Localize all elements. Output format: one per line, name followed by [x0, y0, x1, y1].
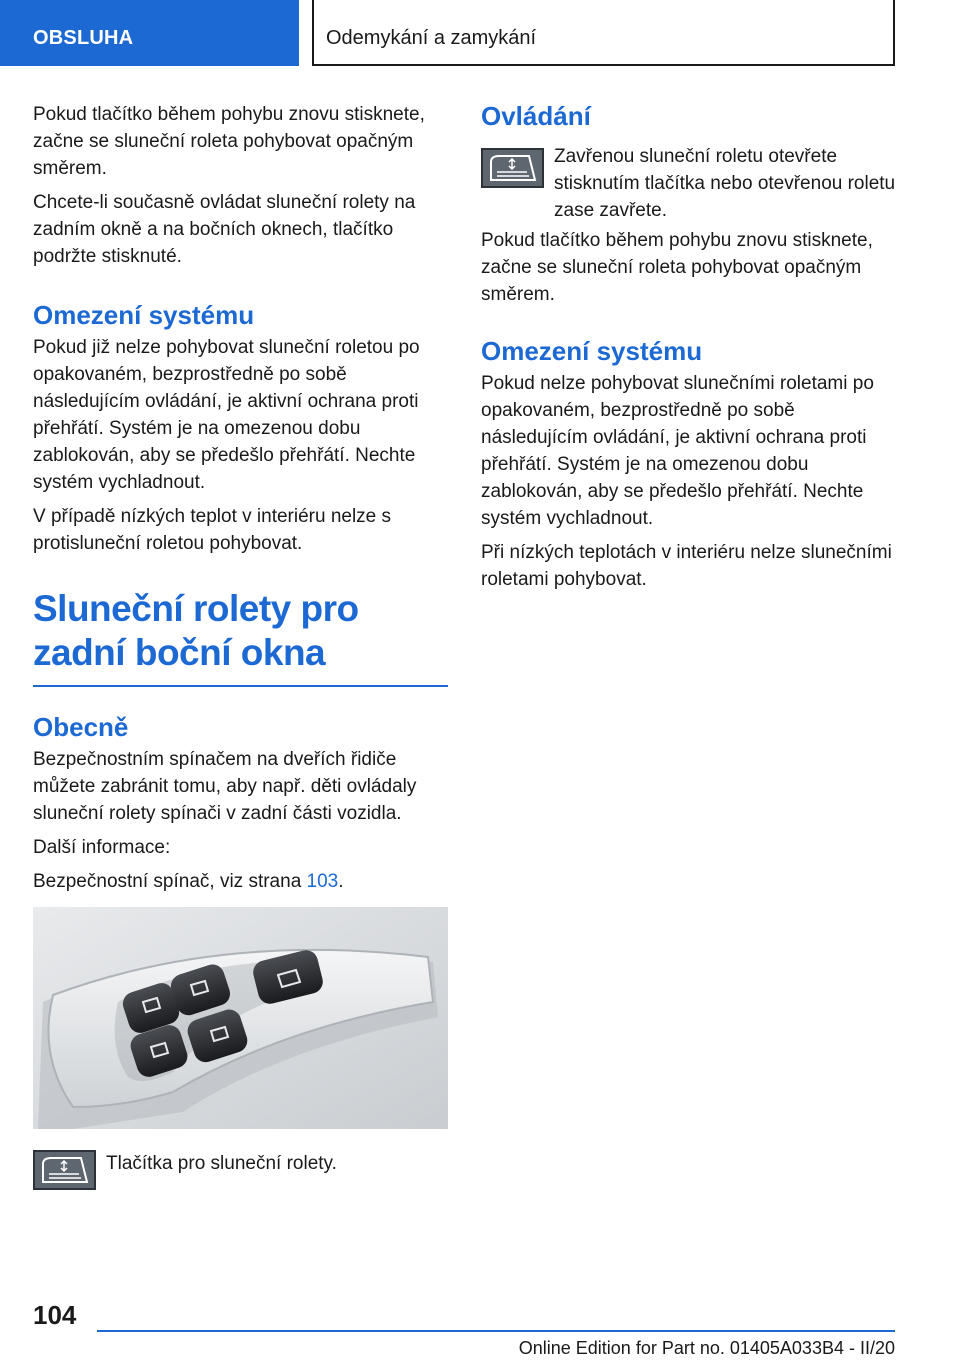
- paragraph-text: Zavřenou sluneční roletu otevřete stisknutím tlačítka nebo otevřenou roletu zase zavřete.: [554, 146, 896, 221]
- paragraph: Bezpečnostním spínačem na dveřích řidiče můžete zabránit tomu, aby např. děti ovládaly sluneční rolety spínači v zadní části vozidla.: [33, 749, 417, 824]
- paragraph: Pokud tlačítko během pohybu znovu stisknete, začne se sluneční roleta pohybovat opačným směrem.: [33, 104, 425, 179]
- main-heading: Sluneční rolety pro zadní boční okna: [33, 588, 359, 673]
- section-heading-limits: Omezení systému: [33, 300, 255, 330]
- switch-panel-photo: [33, 907, 448, 1129]
- section-title: OBSLUHA: [33, 27, 134, 49]
- paragraph-indented: [554, 143, 896, 224]
- switch-panel-illustration: [33, 907, 448, 1129]
- paragraph: V případě nízkých teplot v interiéru nelze s protisluneční roletou pohybovat.: [33, 506, 392, 554]
- section-tab: [0, 0, 299, 66]
- image-caption: Tlačítka pro sluneční rolety.: [106, 1153, 337, 1174]
- chapter-title: Odemykání a zamykání: [326, 27, 537, 49]
- chapter-header: [312, 0, 895, 66]
- footer-rule: [97, 1330, 895, 1332]
- paragraph-end: .: [338, 871, 344, 892]
- section-heading-limits-right: Omezení systému: [481, 336, 703, 366]
- left-column: [33, 101, 448, 953]
- paragraph: Pokud nelze pohybovat slunečními roletami po opakovaném, bezprostředně po sobě následujícím ovládání, je aktivní ochrana proti přehřátí. Systém je na omezenou dobu zablokován, aby se předešlo přehřátí. Nechte systém vychladnout.: [481, 373, 874, 529]
- paragraph-text: Bezpečnostní spínač, viz strana: [33, 871, 307, 892]
- paragraph: Při nízkých teplotách v interiéru nelze slunečními roletami pohybovat.: [481, 542, 892, 590]
- page-number: 104: [33, 1300, 77, 1330]
- paragraph: Pokud již nelze pohybovat sluneční roletou po opakovaném, bezprostředně po sobě následujícím ovládání, je aktivní ochrana proti přehřátí. Systém je na omezenou dobu zablokován, aby se předešlo přehřátí. Nechte systém vychladnout.: [33, 337, 420, 493]
- paragraph: Další informace:: [33, 837, 171, 858]
- section-heading-control: Ovládání: [481, 101, 591, 131]
- heading-rule: [33, 685, 448, 687]
- edition-text: Online Edition for Part no. 01405A033B4 - II/20: [518, 1338, 895, 1358]
- sunblind-button-icon: [33, 1150, 96, 1190]
- paragraph: Pokud tlačítko během pohybu znovu stisknete, začne se sluneční roleta pohybovat opačným směrem.: [481, 230, 873, 305]
- page-link[interactable]: 103: [306, 871, 339, 892]
- paragraph: Chcete-li současně ovládat sluneční rolety na zadním okně a na bočních oknech, tlačítko podržte stisknuté.: [33, 192, 416, 267]
- paragraph-with-link: [33, 868, 448, 895]
- section-heading-general: Obecně: [33, 712, 129, 742]
- sunblind-button-icon: [481, 148, 544, 188]
- right-column-continued: [481, 227, 896, 600]
